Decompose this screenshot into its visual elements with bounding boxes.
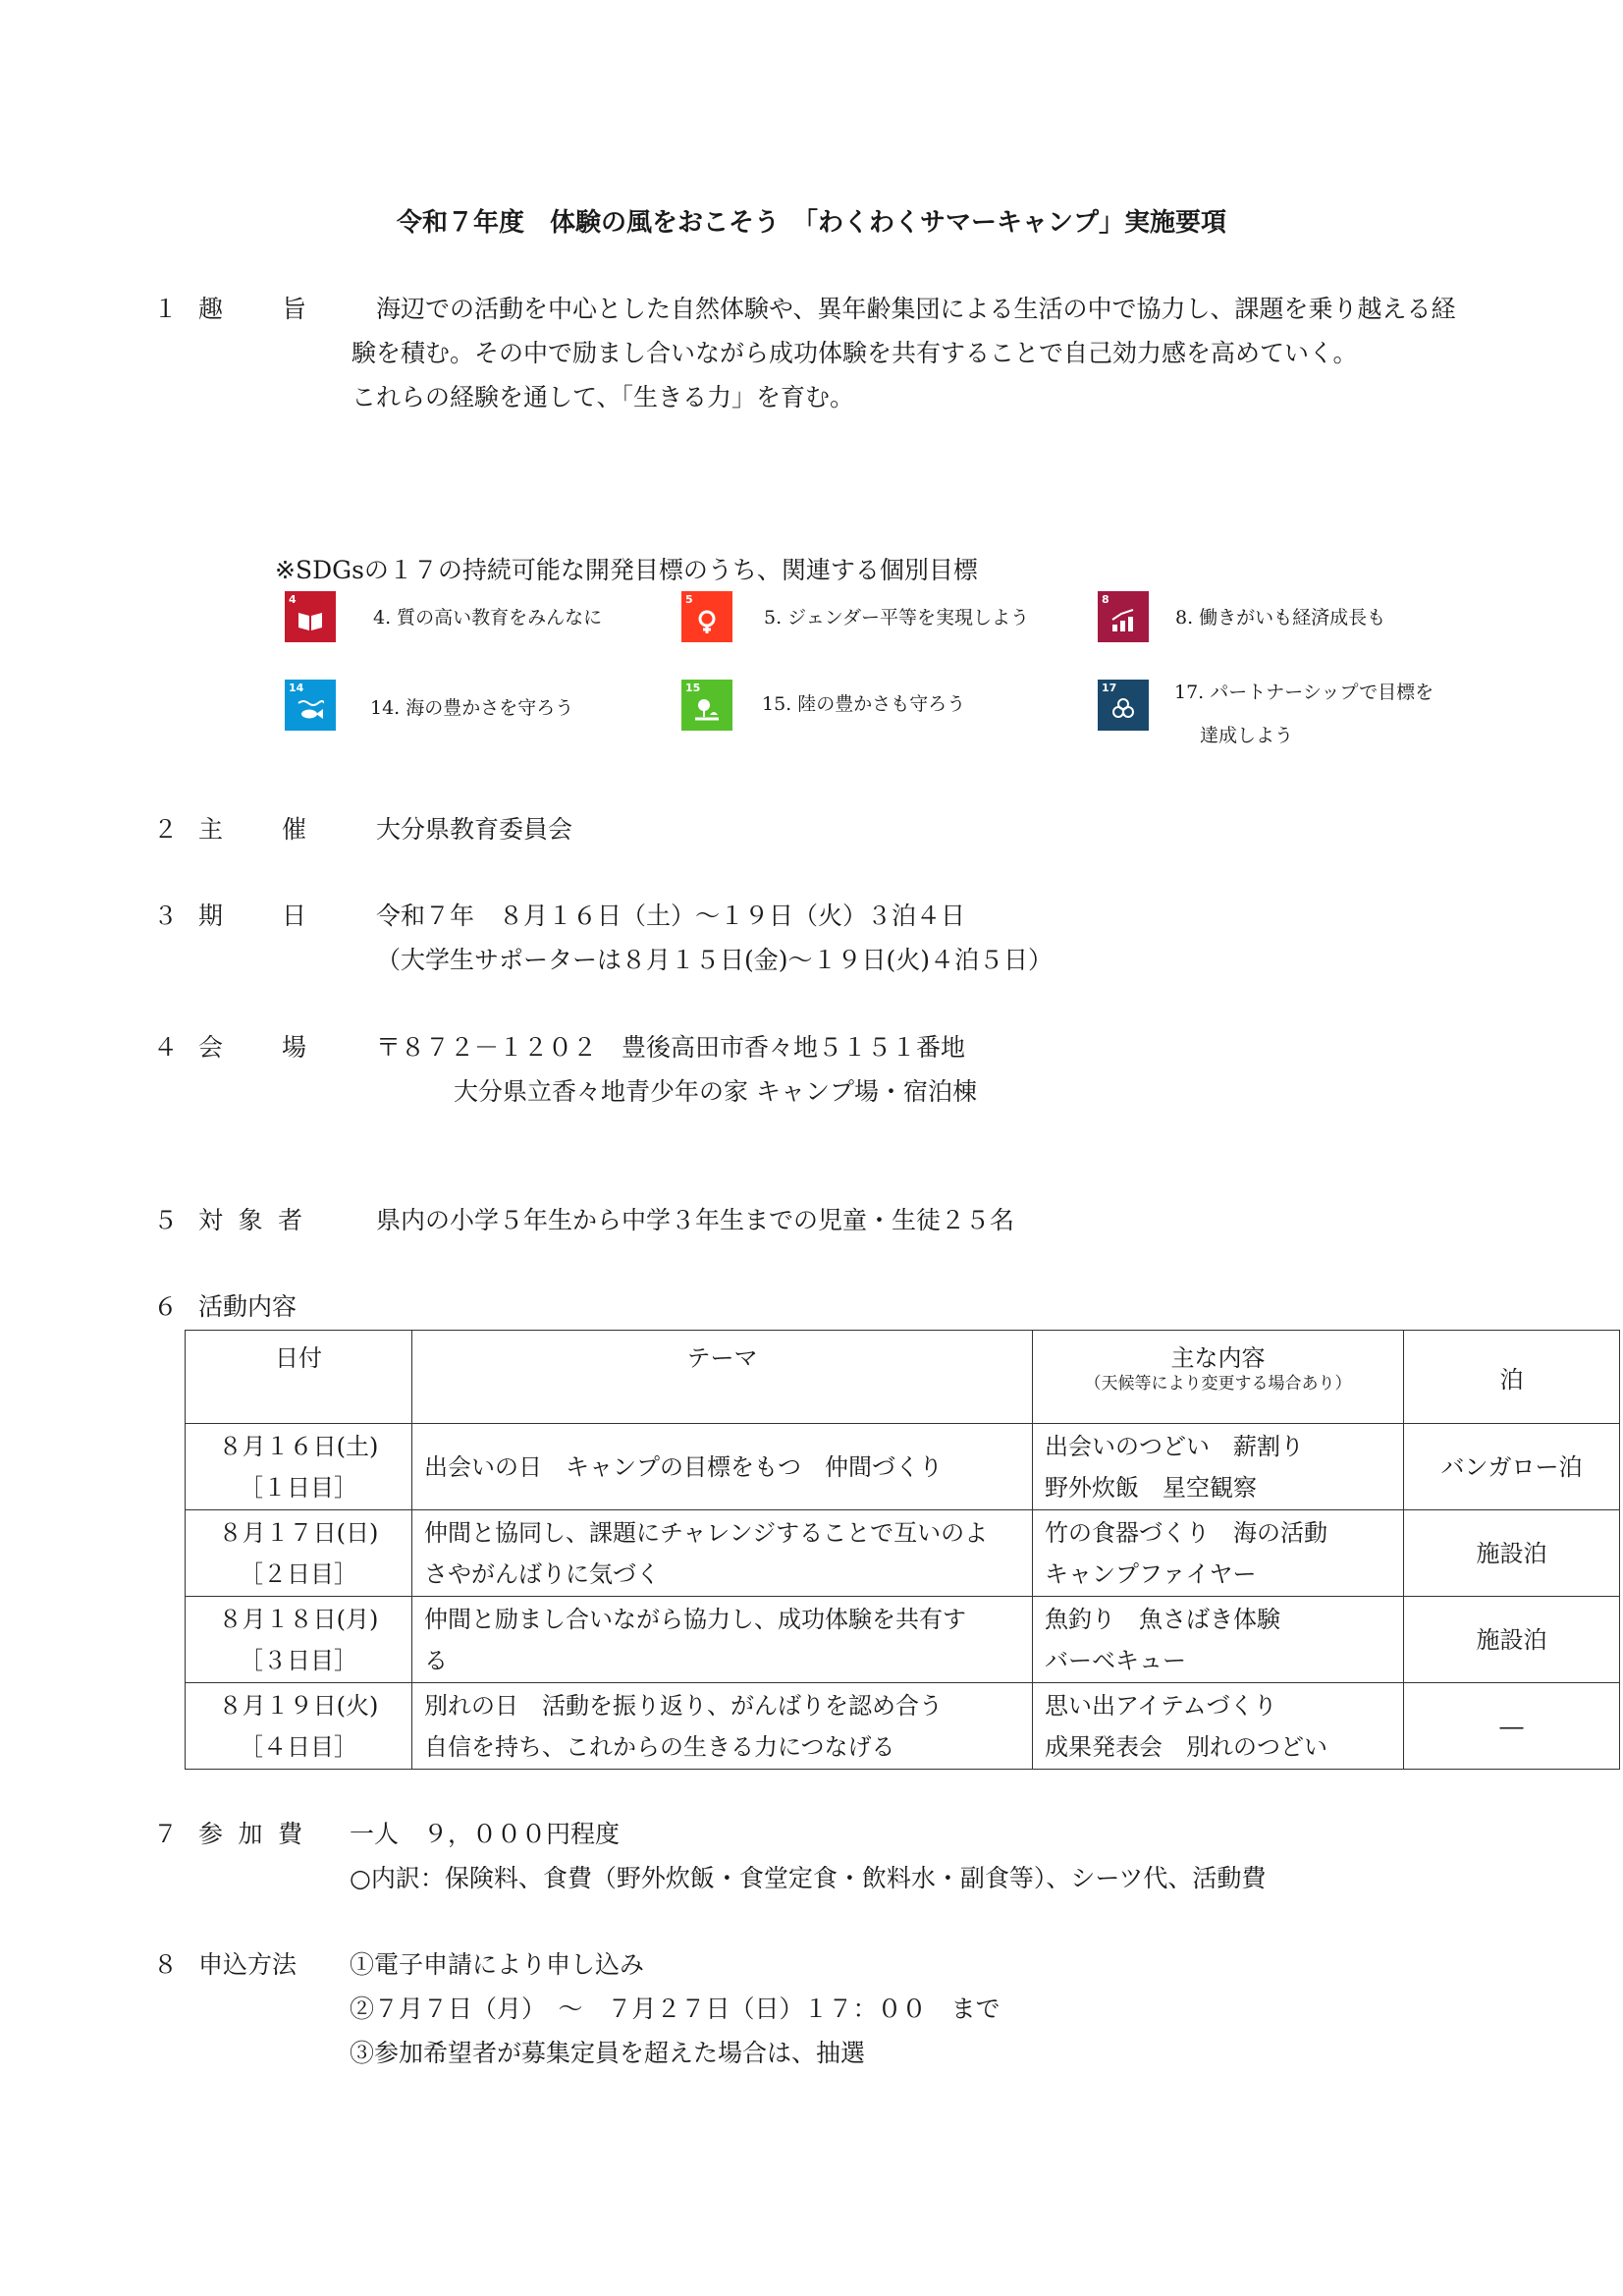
application-step-3: ③参加希望者が募集定員を超えた場合は、抽選 (350, 2039, 866, 2067)
section-1-text-line3: これらの経験を通して、「生きる力」を育む。 (352, 383, 855, 411)
venue-address: 〒８７２－１２０２ 豊後高田市香々地５１５１番地 (376, 1033, 966, 1062)
section-3-number: ３ (153, 902, 179, 930)
section-6-number: ６ (153, 1292, 179, 1321)
section-2-number: ２ (153, 815, 179, 844)
header-theme: テーマ (412, 1331, 1033, 1424)
organizer-value: 大分県教育委員会 (376, 815, 573, 844)
section-8-number: ８ (153, 1950, 179, 1979)
section-1-number: １ (153, 295, 179, 323)
table-row (186, 1510, 1620, 1597)
sdg-8-label: 8. 働きがいも経済成長も (1175, 607, 1386, 629)
header-stay: 泊 (1404, 1331, 1620, 1424)
application-step-1: ①電子申請により申し込み (350, 1950, 645, 1979)
section-2-label: 主 催 (198, 815, 306, 844)
decent-work-icon: 8 (1098, 591, 1149, 642)
header-content-note: （天候等により変更する場合あり） (1084, 1374, 1352, 1394)
table-row (186, 1683, 1620, 1770)
row-theme: 仲間と励まし合いながら協力し、成功体験を共有す る (412, 1597, 1033, 1683)
row-date: ８月１７日(日) ［２日目］ (186, 1510, 412, 1597)
period-line1: 令和７年 ８月１６日（土）～１９日（火）３泊４日 (376, 902, 966, 930)
application-step-2: ②７月７日（月） ～ ７月２７日（日）１７：００ まで (350, 1995, 1001, 2023)
quality-education-icon: 4 (285, 591, 336, 642)
section-7-label: 参 加 費 (198, 1820, 302, 1848)
table-row (186, 1424, 1620, 1510)
header-content: 主な内容 （天候等により変更する場合あり） (1033, 1331, 1404, 1424)
period-line2: （大学生サポーターは８月１５日(金)～１９日(火)４泊５日） (376, 946, 1054, 974)
target-value: 県内の小学５年生から中学３年生までの児童・生徒２５名 (376, 1206, 1015, 1234)
partnerships-icon: 17 (1098, 680, 1149, 731)
section-7-number: ７ (153, 1820, 179, 1848)
row-stay: 施設泊 (1404, 1597, 1620, 1683)
sdg-15-label: 15. 陸の豊かさも守ろう (762, 693, 966, 715)
row-content: 出会いのつどい 薪割り 野外炊飯 星空観察 (1033, 1424, 1404, 1510)
sdgs-heading: ※SDGsの１７の持続可能な開発目標のうち、関連する個別目標 (275, 556, 978, 584)
row-stay: ― (1404, 1683, 1620, 1770)
section-8-label: 申込方法 (198, 1950, 298, 1979)
table-header-row (186, 1331, 1620, 1424)
section-1-text-line2: 験を積む。その中で励まし合いながら成功体験を共有することで自己効力感を高めていく。 (352, 339, 1358, 367)
row-stay: バンガロー泊 (1404, 1424, 1620, 1510)
header-date: 日付 (186, 1331, 412, 1424)
fee-value: 一人 ９，０００円程度 (350, 1820, 621, 1848)
section-5-number: ５ (153, 1206, 179, 1234)
section-6-label: 活動内容 (198, 1292, 298, 1321)
sdg-14-label: 14. 海の豊かさを守ろう (370, 697, 574, 719)
row-theme: 出会いの日 キャンプの目標をもつ 仲間づくり (412, 1424, 1033, 1510)
section-4-label: 会 場 (198, 1033, 306, 1062)
section-1-label: 趣 旨 (198, 295, 306, 323)
row-date: ８月１６日(土) ［１日目］ (186, 1424, 412, 1510)
activity-schedule-table (185, 1330, 1620, 1770)
section-5-label: 対 象 者 (198, 1206, 302, 1234)
row-date: ８月１９日(火) ［４日目］ (186, 1683, 412, 1770)
row-content: 魚釣り 魚さばき体験 バーベキュー (1033, 1597, 1404, 1683)
row-content: 思い出アイテムづくり 成果発表会 別れのつどい (1033, 1683, 1404, 1770)
fee-breakdown: ○内訳：保険料、食費（野外炊飯・食堂定食・飲料水・副食等）、シーツ代、活動費 (350, 1864, 1267, 1892)
section-4-number: ４ (153, 1033, 179, 1062)
sdg-17-label: 17. パートナーシップで目標を (1174, 682, 1434, 703)
section-3-label: 期 日 (198, 902, 306, 930)
gender-equality-icon: 5 (681, 591, 732, 642)
sdg-4-label: 4. 質の高い教育をみんなに (373, 607, 603, 629)
row-stay: 施設泊 (1404, 1510, 1620, 1597)
row-content: 竹の食器づくり 海の活動 キャンプファイヤー (1033, 1510, 1404, 1597)
table-row (186, 1597, 1620, 1683)
sdg-5-label: 5. ジェンダー平等を実現しよう (764, 607, 1030, 629)
document-title: 令和７年度 体験の風をおこそう 「わくわくサマーキャンプ」実施要項 (396, 208, 1226, 238)
row-theme: 別れの日 活動を振り返り、がんばりを認め合う 自信を持ち、これからの生きる力につなげる (412, 1683, 1033, 1770)
row-theme: 仲間と協同し、課題にチャレンジすることで互いのよ さやがんばりに気づく (412, 1510, 1033, 1597)
life-on-land-icon: 15 (681, 680, 732, 731)
row-date: ８月１８日(月) ［３日目］ (186, 1597, 412, 1683)
venue-name: 大分県立香々地青少年の家 キャンプ場・宿泊棟 (454, 1077, 977, 1106)
life-below-water-icon: 14 (285, 680, 336, 731)
section-1-text-line1: 海辺での活動を中心とした自然体験や、異年齢集団による生活の中で協力し、課題を乗り越える経 (376, 295, 1456, 323)
sdg-17-label-line2: 達成しよう (1200, 725, 1294, 746)
